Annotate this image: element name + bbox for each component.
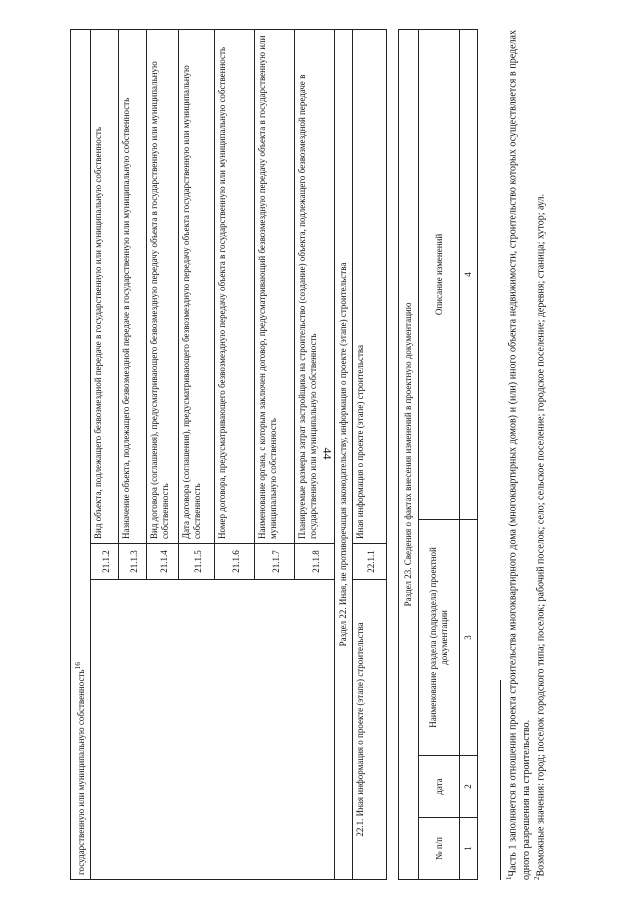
column-number: 2 xyxy=(459,756,477,818)
table-row xyxy=(399,29,419,879)
page-number: 44 xyxy=(320,447,335,460)
column-number: 3 xyxy=(459,520,477,756)
row-code: 21.1.2 xyxy=(91,544,119,580)
column-header: Наименование раздела (подраздела) проектной документации xyxy=(419,520,460,756)
table-row xyxy=(91,30,119,880)
table-row xyxy=(335,30,353,880)
column-header: дата xyxy=(419,756,460,818)
table-row xyxy=(353,30,387,880)
column-number: 4 xyxy=(459,29,477,519)
first-row-label: государственную или муниципальную собственность$^{16}$ xyxy=(71,30,91,880)
row-text: Иная информация о проекте (этапе) строительства xyxy=(353,30,387,544)
row-text: Вид договора (соглашения), предусматривающего безвозмездную передачу объекта в государственную или муниципальную собственность xyxy=(147,30,179,544)
row-code: 21.1.7 xyxy=(255,544,295,580)
row-code: 21.1.3 xyxy=(119,544,147,580)
row-code: 21.1.6 xyxy=(215,544,255,580)
row-code: 22.1.1 xyxy=(353,544,387,580)
column-header: № п/п xyxy=(419,818,460,880)
row-code: 21.1.5 xyxy=(179,544,215,580)
column-number: 1 xyxy=(459,818,477,880)
row-text: Вид объекта, подлежащего безвозмездной передаче в государственную или муниципальную собственность xyxy=(91,30,119,544)
footnotes xyxy=(500,30,548,880)
section23-table xyxy=(398,29,478,880)
section22-label: 22.1. Иная информация о проекте (этапе) строительства xyxy=(353,580,387,880)
table-row xyxy=(459,29,477,879)
section21-table xyxy=(70,29,387,880)
table-row xyxy=(419,29,460,879)
row-code: 21.1.4 xyxy=(147,544,179,580)
rotated-content xyxy=(70,30,590,880)
footnote-divider xyxy=(500,680,501,880)
footnote-1: $^1$Часть 1 заполняется в отношении проекта строительства многоквартирного дома (многоквартирных домов) и (или) иного объекта недвижимости, строительство которых осуществляется в пределах одного разрешения на строительство. xyxy=(505,30,532,880)
row-code: 21.1.8 xyxy=(295,544,335,580)
footnote-2: $^2$Возможные значения: город; поселок городского типа; поселок; рабочий поселок; село; сельское поселение; городское поселение; деревня; станица; хутор; аул. xyxy=(533,193,547,880)
column-header: Описание изменений xyxy=(419,29,460,519)
row-text: Наименование органа, с которым заключен договор, предусматривающий безвозмездную передачу объекта в государственную или муниципальную собственность xyxy=(255,30,295,544)
row-text: Назначение объекта, подлежащего безвозмездной передаче в государственную или муниципальную собственность xyxy=(119,30,147,544)
section23-title: Раздел 23. Сведения о фактах внесения изменений в проектную документацию xyxy=(399,29,419,879)
empty-label-cell xyxy=(91,580,335,880)
row-text: Планируемые размеры затрат застройщика на строительство (создание) объекта, подлежащего безвозмездной передаче в государственную или муниципальную собственность xyxy=(295,30,335,544)
row-text: Дата договора (соглашения), предусматривающего безвозмездную передачу объекта государственную или муниципальную собственность xyxy=(179,30,215,544)
table-row xyxy=(71,30,91,880)
section22-header: Раздел 22. Иная, не противоречащая законодательству, информация о проекте (этапе) строительства xyxy=(335,30,353,880)
row-text: Номер договора, предусматривающего безвозмездную передачу объекта в государственную или муниципальную собственность xyxy=(215,30,255,544)
